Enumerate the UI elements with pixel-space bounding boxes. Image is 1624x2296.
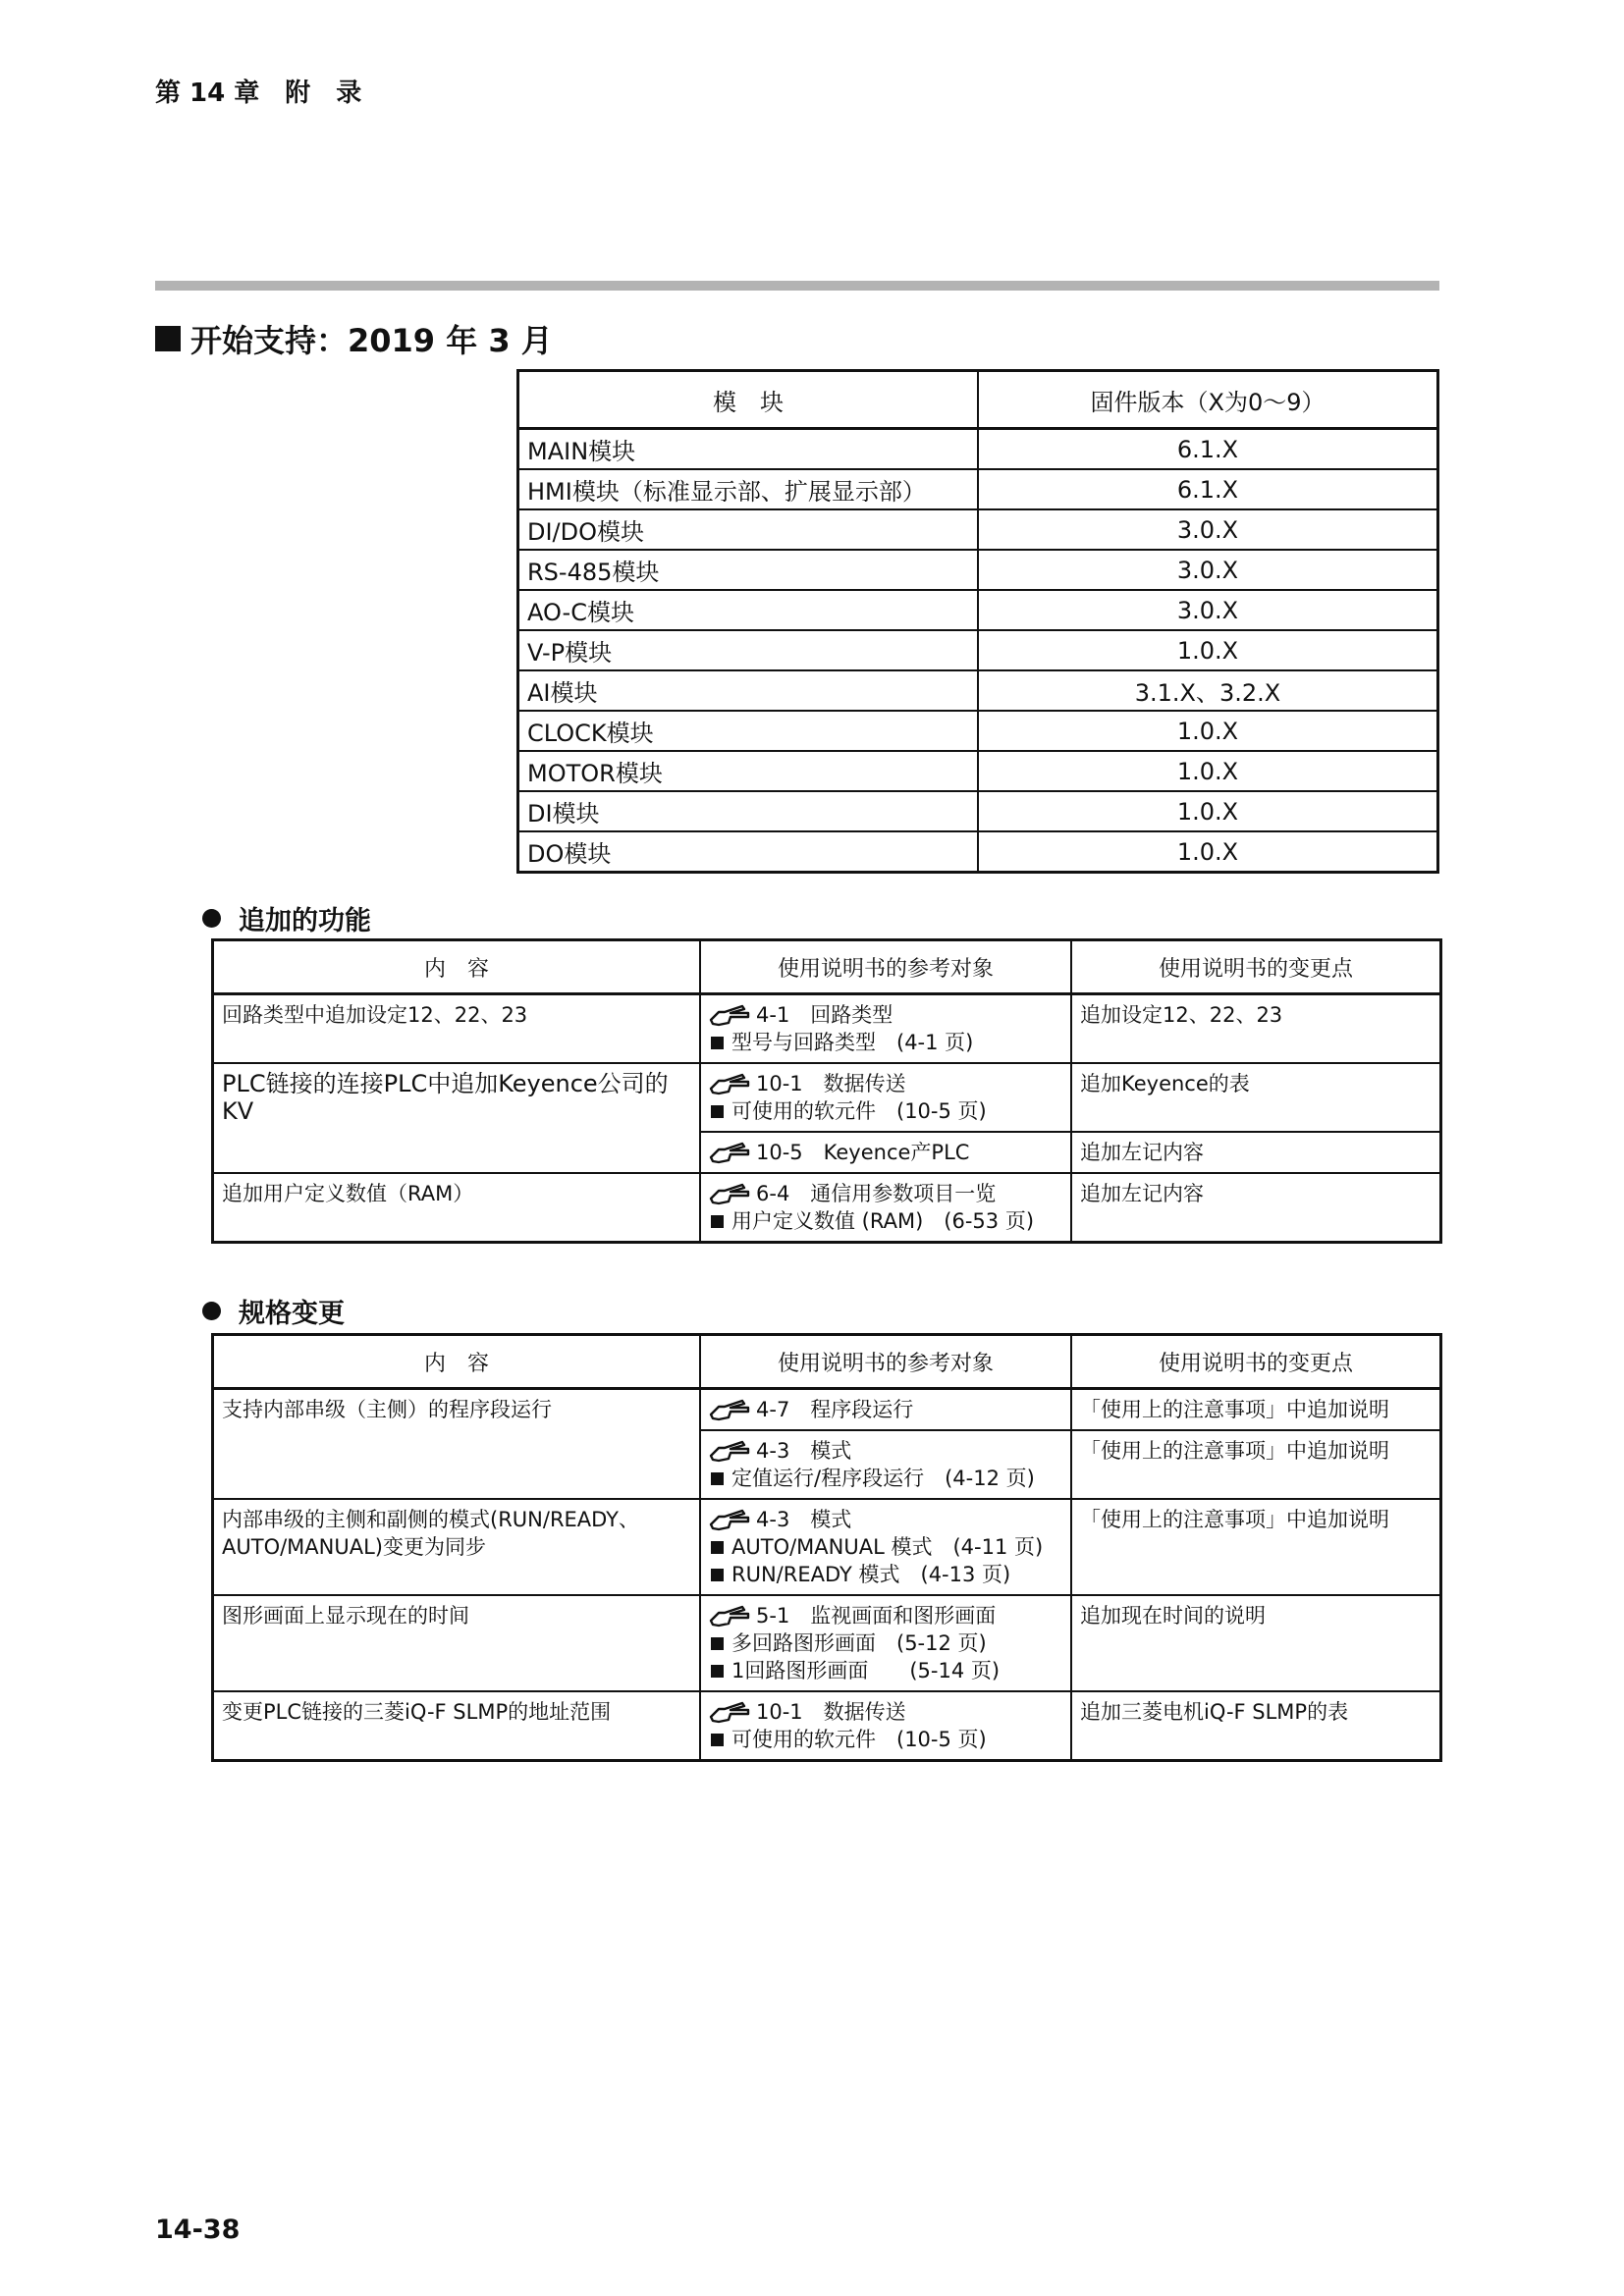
reference-sub: 可使用的软元件 (10-5 页) [731,1099,987,1123]
content-cell: 变更PLC链接的三菱iQ-F SLMP的地址范围 [213,1691,701,1761]
table-row [518,590,1438,630]
pointing-hand-icon [709,1181,752,1206]
change-cell: 追加现在时间的说明 [1071,1595,1441,1691]
reference-title: 4-7 程序段运行 [756,1398,914,1421]
header-content: 内 容 [213,1335,701,1389]
table-header-row [213,1335,1441,1389]
version-cell: 1.0.X [978,831,1438,873]
square-bullet-icon [711,1569,724,1581]
table-row [213,1389,1441,1431]
reference-sub-line [709,1533,1062,1561]
reference-line [709,1180,1062,1207]
reference-sub: RUN/READY 模式 (4-13 页) [731,1563,1011,1586]
reference-cell [700,1430,1071,1499]
header-content: 内 容 [213,940,701,994]
reference-cell [700,1389,1071,1431]
table-row [213,1499,1441,1595]
table-row [518,791,1438,831]
version-cell: 1.0.X [978,791,1438,831]
table-row [518,670,1438,711]
module-cell: DI模块 [518,791,979,831]
added-functions-title-text: 追加的功能 [239,906,371,936]
change-cell: 「使用上的注意事项」中追加说明 [1071,1430,1441,1499]
square-bullet-icon [711,1734,724,1746]
content-cell: 内部串级的主侧和副侧的模式(RUN/READY、AUTO/MANUAL)变更为同步 [213,1499,701,1595]
reference-sub-line [709,1207,1062,1235]
square-bullet-icon [711,1665,724,1678]
page-number: 14-38 [155,2215,241,2245]
reference-line [709,1396,1062,1423]
header-change: 使用说明书的变更点 [1071,940,1441,994]
section-title-text: 开始支持：2019 年 3 月 [190,322,553,359]
change-cell: 「使用上的注意事项」中追加说明 [1071,1389,1441,1431]
table-header-row [213,940,1441,994]
pointing-hand-icon [709,1699,752,1725]
reference-sub-line [709,1726,1062,1753]
module-cell: DI/DO模块 [518,509,979,550]
reference-sub-line [709,1097,1062,1125]
reference-sub-line [709,1561,1062,1588]
added-functions-table [211,938,1442,1244]
table-row [518,831,1438,873]
pointing-hand-icon [709,1397,752,1422]
square-bullet-icon [711,1472,724,1485]
module-cell: AI模块 [518,670,979,711]
header-version: 固件版本（X为0～9） [978,371,1438,429]
table-row [518,711,1438,751]
table-row [213,1063,1441,1132]
table-row [518,469,1438,509]
table-row [518,550,1438,590]
bullet-icon [202,1302,221,1320]
module-cell: MOTOR模块 [518,751,979,791]
spec-changes-title-text: 规格变更 [239,1299,345,1329]
module-cell: DO模块 [518,831,979,873]
header-change: 使用说明书的变更点 [1071,1335,1441,1389]
reference-sub: 型号与回路类型 (4-1 页) [731,1031,974,1054]
table-row [518,509,1438,550]
change-cell: 追加设定12、22、23 [1071,994,1441,1064]
version-cell: 1.0.X [978,751,1438,791]
reference-line [709,1070,1062,1097]
header-reference: 使用说明书的参考对象 [700,1335,1071,1389]
reference-title: 4-1 回路类型 [756,1003,893,1027]
module-cell: AO-C模块 [518,590,979,630]
reference-sub: 可使用的软元件 (10-5 页) [731,1728,987,1751]
square-bullet-icon [711,1215,724,1228]
reference-cell [700,1132,1071,1173]
table-row [213,1173,1441,1243]
reference-cell [700,1595,1071,1691]
reference-cell [700,1691,1071,1761]
square-bullet-icon [711,1105,724,1118]
version-cell: 3.0.X [978,590,1438,630]
module-cell: CLOCK模块 [518,711,979,751]
spec-changes-table [211,1333,1442,1762]
reference-sub: 1回路图形画面 (5-14 页) [731,1659,1001,1682]
reference-line [709,1698,1062,1726]
reference-title: 5-1 监视画面和图形画面 [756,1604,997,1628]
reference-title: 4-3 模式 [756,1508,852,1531]
section-title [155,316,553,361]
reference-sub-line [709,1465,1062,1492]
reference-line [709,1602,1062,1629]
reference-title: 10-1 数据传送 [756,1700,906,1724]
chapter-header: 第 14 章 附 录 [155,79,362,108]
table-header-row [518,371,1438,429]
reference-sub-line [709,1657,1062,1684]
reference-title: 4-3 模式 [756,1439,852,1463]
bullet-icon [202,909,221,928]
version-cell: 6.1.X [978,469,1438,509]
change-cell: 追加左记内容 [1071,1132,1441,1173]
pointing-hand-icon [709,1140,752,1165]
module-cell: RS-485模块 [518,550,979,590]
reference-title: 10-5 Keyence产PLC [756,1141,970,1164]
version-cell: 1.0.X [978,630,1438,670]
reference-cell [700,1063,1071,1132]
reference-sub-line [709,1029,1062,1056]
table-row [213,1595,1441,1691]
change-cell: 「使用上的注意事项」中追加说明 [1071,1499,1441,1595]
table-row [518,751,1438,791]
version-cell: 3.0.X [978,550,1438,590]
pointing-hand-icon [709,1438,752,1464]
change-cell: 追加三菱电机iQ-F SLMP的表 [1071,1691,1441,1761]
pointing-hand-icon [709,1603,752,1629]
content-cell: 回路类型中追加设定12、22、23 [213,994,701,1064]
reference-line [709,1437,1062,1465]
section-divider [155,281,1439,291]
pointing-hand-icon [709,1071,752,1096]
reference-sub: AUTO/MANUAL 模式 (4-11 页) [731,1535,1044,1559]
module-cell: MAIN模块 [518,429,979,470]
pointing-hand-icon [709,1002,752,1028]
square-bullet-icon [155,326,181,351]
reference-line [709,1001,1062,1029]
added-functions-title [202,899,371,937]
table-row [518,630,1438,670]
version-cell: 1.0.X [978,711,1438,751]
content-cell: 图形画面上显示现在的时间 [213,1595,701,1691]
header-reference: 使用说明书的参考对象 [700,940,1071,994]
reference-line [709,1506,1062,1533]
reference-sub-line [709,1629,1062,1657]
spec-changes-title [202,1292,345,1330]
reference-cell [700,1499,1071,1595]
change-cell: 追加Keyence的表 [1071,1063,1441,1132]
reference-sub: 多回路图形画面 (5-12 页) [731,1631,987,1655]
reference-line [709,1139,1062,1166]
module-cell: V-P模块 [518,630,979,670]
content-cell: 追加用户定义数值（RAM） [213,1173,701,1243]
version-cell: 6.1.X [978,429,1438,470]
reference-cell [700,1173,1071,1243]
square-bullet-icon [711,1037,724,1049]
table-row [213,1691,1441,1761]
table-row [213,994,1441,1064]
table-row [518,429,1438,470]
header-module: 模 块 [518,371,979,429]
version-cell: 3.0.X [978,509,1438,550]
module-cell: HMI模块（标准显示部、扩展显示部） [518,469,979,509]
version-cell: 3.1.X、3.2.X [978,670,1438,711]
square-bullet-icon [711,1541,724,1554]
reference-title: 6-4 通信用参数项目一览 [756,1182,997,1205]
reference-cell [700,994,1071,1064]
reference-sub: 用户定义数值 (RAM) (6-53 页) [731,1209,1035,1233]
reference-sub: 定值运行/程序段运行 (4-12 页) [731,1467,1035,1490]
content-cell: PLC链接的连接PLC中追加Keyence公司的KV [213,1063,701,1173]
change-cell: 追加左记内容 [1071,1173,1441,1243]
content-cell: 支持内部串级（主侧）的程序段运行 [213,1389,701,1500]
square-bullet-icon [711,1637,724,1650]
firmware-table [516,369,1439,874]
pointing-hand-icon [709,1507,752,1532]
reference-title: 10-1 数据传送 [756,1072,906,1095]
